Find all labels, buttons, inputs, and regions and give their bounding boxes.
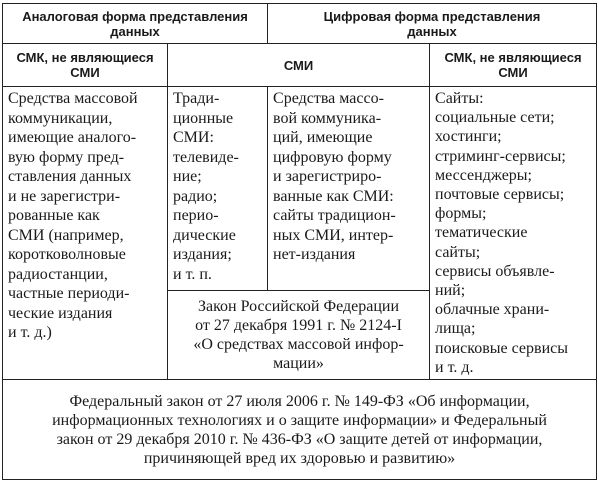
header-analog-form: Аналоговая форма представления данных (3, 4, 268, 44)
header-digital-form: Цифровая форма представления данных (268, 4, 597, 44)
subheader-smk-digital: СМК, не являющиеся СМИ (430, 44, 597, 87)
cell-law-smi: Закон Российской Федерации от 27 декабря 1991 г. № 2124-I «О средствах массовой инфор- мации» (168, 291, 430, 380)
table-row (3, 380, 597, 480)
cell-traditional-smi: Тради- ционные СМИ: телевиде- ние; радио; перио- дические издания; и т. п. (168, 87, 268, 291)
table-row (3, 87, 597, 291)
cell-digital-smi: Средства массо- вой коммуника- ций, имеющие цифровую форму и зарегистриро- ванные как СМИ: сайты традицион- ных СМИ, интер- нет-издания (268, 87, 430, 291)
table-row (3, 4, 597, 44)
cell-federal-laws: Федеральный закон от 27 июля 2006 г. № 149-ФЗ «Об информации, информационных технологиях и о защите информации» и Федеральный закон от 29 декабря 2010 г. № 436-ФЗ «О защите детей от информации, причиняющей вред их здоровью и развитию» (3, 380, 597, 480)
cell-sites-list: Сайты: социальные сети; хостинги; стриминг-сервисы; мессенджеры; почтовые сервисы; формы; тематические сайты; сервисы объявле- ний; облачные храни- лища; поисковые сервисы и т. д. (430, 87, 597, 380)
subheader-smk-analog: СМК, не являющиеся СМИ (3, 44, 168, 87)
cell-analog-smk: Средства массовой коммуникации, имеющие аналого- вую форму пред- ставления данных и не зарегистри- рованные как СМИ (например, коротковолновые радиостанции, частные периоди- ческие издания и т. д.) (3, 87, 168, 380)
media-classification-table (2, 3, 597, 480)
table-row (3, 44, 597, 87)
subheader-smi: СМИ (168, 44, 430, 87)
